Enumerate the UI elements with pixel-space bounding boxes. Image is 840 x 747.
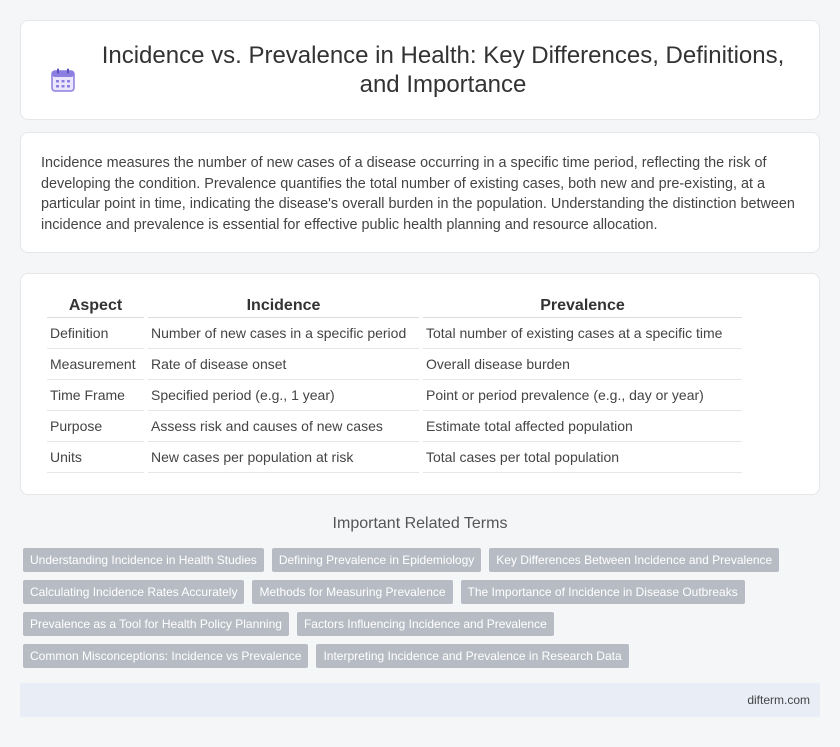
table-cell: Time Frame [47, 380, 144, 411]
table-header-row [47, 294, 742, 318]
table-cell: Measurement [47, 349, 144, 380]
table-cell: New cases per population at risk [148, 442, 419, 473]
related-term-link[interactable]: Key Differences Between Incidence and Prevalence [489, 548, 779, 572]
related-term-link[interactable]: Defining Prevalence in Epidemiology [272, 548, 481, 572]
table-cell: Total number of existing cases at a specific time [423, 318, 742, 349]
footer [20, 683, 820, 717]
tag-row [23, 548, 803, 572]
related-term-link[interactable]: Factors Influencing Incidence and Prevalence [297, 612, 554, 636]
table-cell: Point or period prevalence (e.g., day or year) [423, 380, 742, 411]
table-cell: Total cases per total population [423, 442, 742, 473]
table-cell: Number of new cases in a specific period [148, 318, 419, 349]
header-prevalence: Prevalence [423, 294, 742, 318]
tag-row [23, 612, 803, 636]
related-terms-title: Important Related Terms [332, 515, 508, 532]
comparison-table [43, 294, 746, 473]
related-term-link[interactable]: Prevalence as a Tool for Health Policy Planning [23, 612, 289, 636]
page-title: Incidence vs. Prevalence in Health: Key Differences, Definitions, and Importance [101, 42, 785, 98]
table-cell: Specified period (e.g., 1 year) [148, 380, 419, 411]
footer-site-link[interactable]: difterm.com [747, 693, 810, 707]
related-term-link[interactable]: Calculating Incidence Rates Accurately [23, 580, 244, 604]
title-wrap [50, 41, 790, 99]
related-term-link[interactable]: Methods for Measuring Prevalence [252, 580, 452, 604]
header-incidence: Incidence [148, 294, 419, 318]
table-cell: Definition [47, 318, 144, 349]
title-card [20, 20, 820, 120]
intro-card [20, 132, 820, 253]
table-row [47, 411, 742, 442]
table-cell: Units [47, 442, 144, 473]
related-term-link[interactable]: The Importance of Incidence in Disease Outbreaks [461, 580, 745, 604]
related-term-link[interactable]: Understanding Incidence in Health Studies [23, 548, 264, 572]
table-cell: Overall disease burden [423, 349, 742, 380]
calendar-icon [50, 67, 76, 93]
related-term-link[interactable]: Common Misconceptions: Incidence vs Prevalence [23, 644, 308, 668]
related-term-link[interactable]: Interpreting Incidence and Prevalence in Research Data [316, 644, 628, 668]
related-terms-tags [23, 548, 803, 676]
tag-row [23, 644, 803, 668]
header-aspect: Aspect [47, 294, 144, 318]
tag-row [23, 580, 803, 604]
table-cell: Assess risk and causes of new cases [148, 411, 419, 442]
table-cell: Estimate total affected population [423, 411, 742, 442]
intro-paragraph: Incidence measures the number of new cases of a disease occurring in a specific time period, reflecting the risk of developing the condition. Prevalence quantifies the total number of existing cases, both new and pre-existing, at a particular point in time, indicating the disease's overall burden in the population. Understanding the distinction between incidence and prevalence is essential for effective public health planning and resource allocation. [41, 155, 795, 233]
table-cell: Rate of disease onset [148, 349, 419, 380]
table-row [47, 442, 742, 473]
table-row [47, 380, 742, 411]
table-row [47, 349, 742, 380]
table-row [47, 318, 742, 349]
comparison-table-card [20, 273, 820, 495]
table-cell: Purpose [47, 411, 144, 442]
